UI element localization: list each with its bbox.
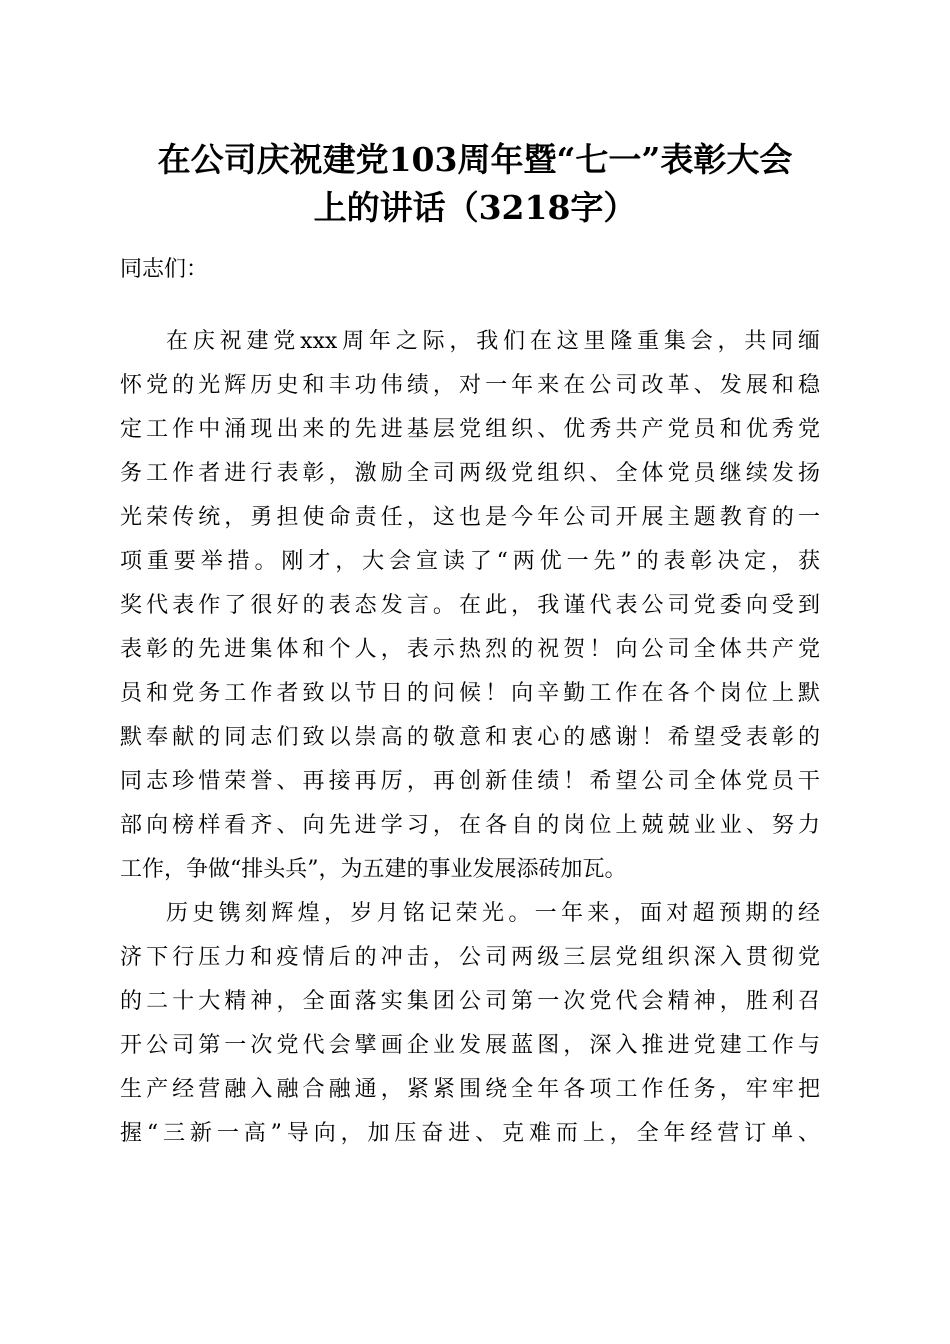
paragraph-line: 员和党务工作者致以节日的问候！向辛勤工作在各个岗位上默: [120, 681, 820, 706]
paragraph-line: 定工作中涌现出来的先进基层党组织、优秀共产党员和优秀党: [120, 417, 820, 442]
salutation: 同志们：: [120, 257, 209, 282]
paragraph-line: 项重要举措。刚才，大会宣读了“两优一先”的表彰决定，获: [120, 549, 820, 574]
document-title-line-2: 上的讲话（3218字）: [313, 188, 637, 227]
paragraph-line: 奖代表作了很好的表态发言。在此，我谨代表公司党委向受到: [120, 593, 820, 618]
paragraph-line: 工作，争做“排头兵”，为五建的事业发展添砖加瓦。: [120, 857, 627, 882]
paragraph-line: 表彰的先进集体和个人，表示热烈的祝贺！向公司全体共产党: [120, 637, 820, 662]
paragraph-line: 的二十大精神，全面落实集团公司第一次党代会精神，胜利召: [120, 989, 820, 1014]
paragraph-line: 在庆祝建党xxx周年之际，我们在这里隆重集会，共同缅: [166, 329, 820, 354]
paragraph-line: 济下行压力和疫情后的冲击，公司两级三层党组织深入贯彻党: [120, 945, 820, 970]
paragraph-line: 握“三新一高”导向，加压奋进、克难而上，全年经营订单、: [120, 1121, 820, 1146]
document-title-line-1: 在公司庆祝建党103周年暨“七一”表彰大会: [157, 140, 793, 179]
paragraph-line: 怀党的光辉历史和丰功伟绩，对一年来在公司改革、发展和稳: [120, 373, 820, 398]
paragraph-line: 务工作者进行表彰，激励全司两级党组织、全体党员继续发扬: [120, 461, 820, 486]
paragraph-line: 生产经营融入融合融通，紧紧围绕全年各项工作任务，牢牢把: [120, 1077, 820, 1102]
paragraph-line: 部向榜样看齐、向先进学习，在各自的岗位上兢兢业业、努力: [120, 813, 820, 838]
paragraph-line: 默奉献的同志们致以崇高的敬意和衷心的感谢！希望受表彰的: [120, 725, 820, 750]
paragraph-line: 开公司第一次党代会擘画企业发展蓝图，深入推进党建工作与: [120, 1033, 820, 1058]
paragraph-line: 光荣传统，勇担使命责任，这也是今年公司开展主题教育的一: [120, 505, 820, 530]
paragraph-line: 同志珍惜荣誉、再接再厉，再创新佳绩！希望公司全体党员干: [120, 769, 820, 794]
paragraph-line: 历史镌刻辉煌，岁月铭记荣光。一年来，面对超预期的经: [166, 901, 820, 926]
